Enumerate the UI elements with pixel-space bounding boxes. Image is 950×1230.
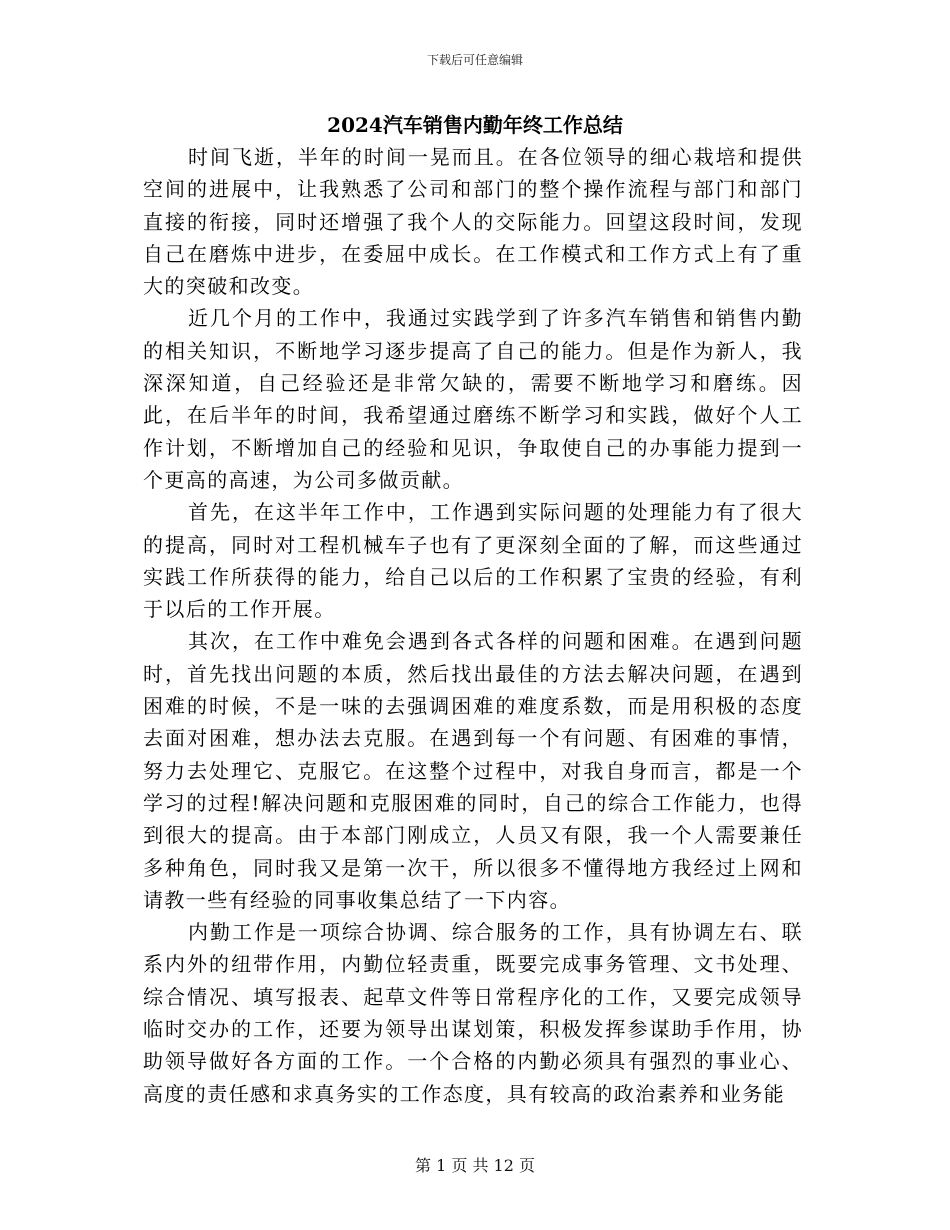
document-body — [143, 141, 803, 1110]
download-note: 下载后可任意编辑 — [426, 53, 523, 67]
paragraph-3: 首先，在这半年工作中，工作遇到实际问题的处理能力有了很大的提高，同时对工程机械车子也有了更深刻全面的了解，而这些通过实践工作所获得的能力，给自己以后的工作积累了宝贵的经验，有利于以后的工作开展。 — [143, 500, 803, 622]
paragraph-4: 其次，在工作中难免会遇到各式各样的问题和困难。在遇到问题时，首先找出问题的本质，然后找出最佳的方法去解决问题，在遇到困难的时候，不是一味的去强调困难的难度系数，而是用积极的态度去面对困难，想办法去克服。在遇到每一个有问题、有困难的事情，努力去处理它、克服它。在这整个过程中，对我自身而言，都是一个学习的过程!解决问题和克服困难的同时，自己的综合工作能力，也得到很大的提高。由于本部门刚成立，人员又有限，我一个人需要兼任多种角色，同时我又是第一次干，所以很多不懂得地方我经过上网和请教一些有经验的同事收集总结了一下内容。 — [143, 629, 803, 912]
paragraph-2: 近几个月的工作中，我通过实践学到了许多汽车销售和销售内勤的相关知识，不断地学习逐步提高了自己的能力。但是作为新人，我深深知道，自己经验还是非常欠缺的，需要不断地学习和磨练。因此，在后半年的时间，我希望通过磨练不断学习和实践，做好个人工作计划，不断增加自己的经验和见识，争取使自己的办事能力提到一个更高的高速，为公司多做贡献。 — [143, 306, 803, 492]
paragraph-1: 时间飞逝，半年的时间一晃而且。在各位领导的细心栽培和提供空间的进展中，让我熟悉了公司和部门的整个操作流程与部门和部门直接的衔接，同时还增强了我个人的交际能力。回望这段时间，发现自己在磨炼中进步，在委屈中成长。在工作模式和工作方式上有了重大的突破和改变。 — [143, 145, 803, 299]
page-number: 第 1 页 共 12 页 — [415, 1156, 535, 1175]
document-title: 2024汽车销售内勤年终工作总结 — [327, 113, 623, 137]
paragraph-5: 内勤工作是一项综合协调、综合服务的工作，具有协调左右、联系内外的纽带作用，内勤位轻责重，既要完成事务管理、文书处理、综合情况、填写报表、起草文件等日常程序化的工作，又要完成领导临时交办的工作，还要为领导出谋划策，积极发挥参谋助手作用，协助领导做好各方面的工作。一个合格的内勤必须具有强烈的事业心、高度的责任感和求真务实的工作态度，具有较高的政治素养和业务能 — [143, 920, 803, 1106]
